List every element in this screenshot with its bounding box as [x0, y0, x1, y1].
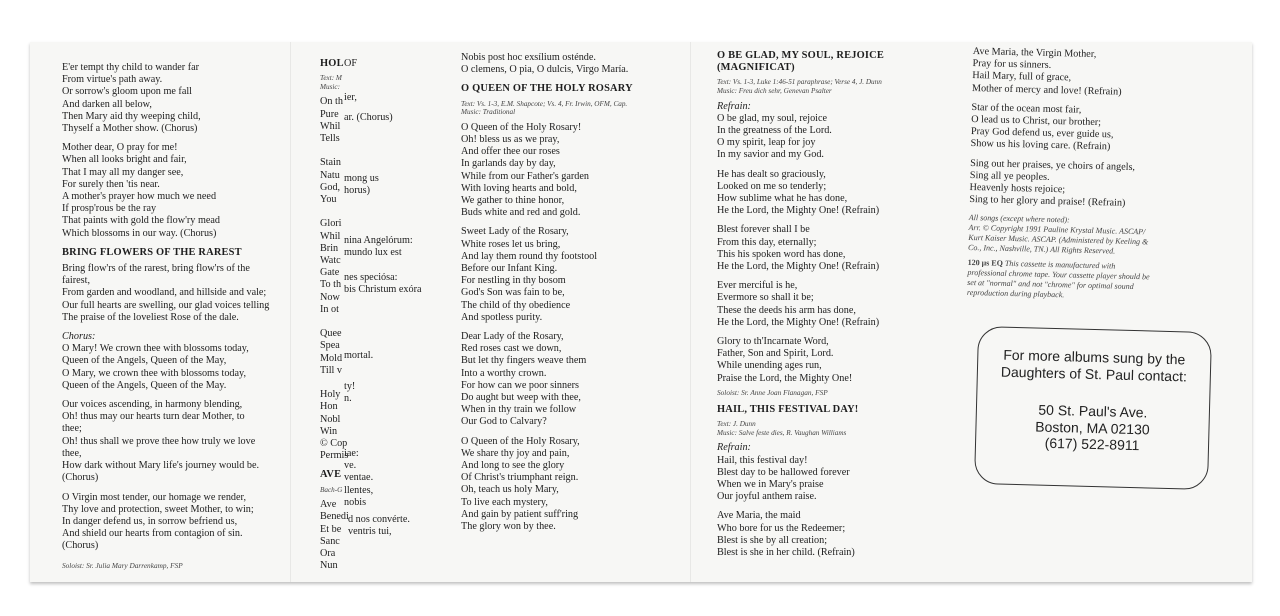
- column-5: [967, 46, 1211, 309]
- refrain: O be glad, my soul, rejoice In the greatness of the Lord. O my spirit, leap for joy In my savior and my God.: [717, 112, 832, 161]
- song-credits: Text: Vs. 1-3, E.M. Shapcote; Vs. 4, Fr. Irwin, OFM, Cap. Music: Traditional: [461, 99, 628, 117]
- stanza: Bring flow'rs of the rarest, bring flow'rs of the fairest, From garden and woodland, and hillside and vale; Our full hearts are swelling, our glad voices telling The praise of the loveliest Rose of the dale.: [62, 263, 270, 323]
- stanza: Sing out her praises, ye choirs of angels, Sing all ye peoples. Heavenly hosts rejoice; Sing to her glory and praise! (Refrain): [969, 157, 1136, 210]
- song-title: O QUEEN OF THE HOLY ROSARY: [461, 83, 633, 95]
- song-title: HAIL, THIS FESTIVAL DAY!: [717, 404, 859, 416]
- chorus: O Mary! We crown thee with blossoms today, Queen of the Angels, Queen of the May, O Mary, we crown thee with blossoms today, Queen of the Angels, Queen of the May.: [62, 343, 249, 391]
- fragment: iae: ve. ventae. llentes, nobis: [344, 448, 374, 508]
- fragment: OF: [344, 58, 358, 69]
- refrain-label: Refrain:: [717, 100, 751, 112]
- song-title: AVE: [320, 469, 342, 481]
- stanza: Ave Maria, the maid Who bore for us the Redeemer; Blest is she by all creation; Blest is she in her child. (Refrain): [717, 510, 855, 559]
- column-4: [717, 50, 957, 566]
- fragment: mong us horus): [344, 173, 379, 197]
- refrain-label: Refrain:: [717, 442, 751, 454]
- contact-phone: (617) 522-8911: [1044, 434, 1140, 454]
- eq-text: This cassette is manufactured with professional chrome tape. Your cassette player should be set at "normal" and not "chrome" for optimal sound reproduction during playback.: [966, 259, 1150, 300]
- stanza: O Queen of the Holy Rosary, We share thy joy and pain, And long to see the glory Of Christ's triumphant reign. Oh, teach us holy Mary, To live each mystery, And gain by patient suff'ring The glory won by thee.: [461, 435, 580, 533]
- fragment: ar. (Chorus): [344, 112, 393, 123]
- copyright-credits: All songs (except where noted): Arr. © Copyright 1991 Pauline Krystal Music. ASCAP/ Kurt Kaiser Music. ASCAP. (Administered by Keeling & Co., Inc., Nashville, TN.) All Rights Reserved.: [967, 213, 1149, 256]
- stanza: Our voices ascending, in harmony blending, Oh! thus may our hearts turn dear Mother, to thee; Oh! thus shall we prove thee how truly we love thee, How dark without Mary life's journey would be. (Chorus): [62, 399, 260, 484]
- contact-address-city: Boston, MA 02130: [1035, 417, 1150, 437]
- song-title: HOL: [320, 58, 344, 69]
- stanza: Ave Maria, the Virgin Mother, Pray for us sinners. Hail Mary, full of grace, Mother of mercy and love! (Refrain): [971, 46, 1122, 98]
- stanza: He has dealt so graciously, Looked on me so tenderly; How sublime what he has done, He the Lord, the Mighty One! (Refrain): [717, 168, 880, 217]
- stanza: Sweet Lady of the Rosary, White roses let us bring, And lay them round thy footstool Before our Infant King. For nestling in thy bosom God's Son was fain to be, The child of thy obedience And spotless purity.: [461, 226, 598, 323]
- column-1: [62, 62, 292, 577]
- soloist-credit: Soloist: Sr. Anne Joan Flanagan, FSP: [717, 387, 828, 397]
- fragment: ier,: [344, 92, 357, 103]
- stanza: Nobis post hoc exsílium osténde. O clemens, O pia, O dulcis, Virgo María.: [461, 52, 629, 76]
- stanza: Mother dear, O pray for me! When all looks bright and fair, That I may all my danger see, For surely then 'tis near. A mother's prayer how much we need If prosp'rous be the ray That paints with gold the flow'ry mead Which blossoms in our way. (Chorus): [62, 142, 221, 239]
- song-credits: Bach-G: [320, 485, 343, 494]
- fragment: mortal.: [344, 350, 374, 361]
- song-title: O BE GLAD, MY SOUL, REJOICE (MAGNIFICAT): [717, 50, 884, 74]
- stanza-fragment: On th Pure Whil Tells Stain Natu God, You Glori Whil Brin Watc Gate To th Now In ot Quee Spea Mold Till v Holy Hon Nobl Win © Cop Permis: [320, 96, 349, 462]
- song-credits: Text: M Music:: [320, 74, 342, 91]
- stanza: Blest forever shall I be From this day, eternally; This his spoken word has done, He the Lord, the Mighty One! (Refrain): [717, 224, 880, 273]
- column-3: [461, 52, 686, 540]
- song-credits: Text: J. Dunn Music: Salve feste dies, R. Vaughan Williams: [717, 420, 847, 437]
- refrain: Hail, this festival day! Blest day to be hallowed forever When we in Mary's praise Our joyful anthem raise.: [717, 454, 850, 503]
- stanza: O Virgin most tender, our homage we render, Thy love and protection, sweet Mother, to win; In danger defend us, in sorrow befriend us, And shield our hearts from contagion of sin. (Chorus): [62, 491, 254, 552]
- soloist-credit: Soloist: Sr. Julia Mary Darrenkamp, FSP: [62, 560, 183, 570]
- stanza: E'er tempt thy child to wander far From virtue's path away. Or sorrow's gloom upon me fall And darken all below, Then Mary aid thy weeping child, Thyself a Mother show. (Chorus): [62, 62, 201, 135]
- contact-box: [974, 326, 1212, 490]
- fragment: nina Angelórum: mundo lux est nes speciósa: bis Christum exóra: [344, 235, 422, 295]
- stanza: Glory to th'Incarnate Word, Father, Son and Spirit, Lord. While unending ages run, Praise the Lord, the Mighty One!: [717, 336, 853, 384]
- stanza: Star of the ocean most fair, O lead us to Christ, our brother; Pray God defend us, ever guide us, Show us his loving care. (Refrain): [970, 101, 1114, 153]
- chorus-label: Chorus:: [62, 331, 96, 343]
- stanza: O Queen of the Holy Rosary! Oh! bless us as we pray, And offer thee our roses In garlands day by day, While from our Father's garden With loving hearts and bold, We gather to thine honor, Buds white and red and gold.: [461, 121, 590, 219]
- fragment: d nos convérte. ventris tui,: [348, 514, 410, 538]
- stanza-fragment: Ave Benedi Et be Sanc Ora Nun: [320, 499, 349, 572]
- contact-address-street: 50 St. Paul's Ave.: [1038, 401, 1148, 421]
- song-title: BRING FLOWERS OF THE RAREST: [62, 246, 242, 258]
- stanza: Ever merciful is he, Evermore so shall it be; These the deeds his arm has done, He the Lord, the Mighty One! (Refrain): [717, 280, 880, 328]
- cassette-note: [967, 258, 1206, 304]
- fragment: ty! n.: [344, 381, 356, 405]
- fold-line: [690, 42, 691, 582]
- contact-heading: For more albums sung by the Daughters of St. Paul contact:: [1000, 346, 1188, 384]
- eq-label: 120 μs EQ: [967, 258, 1004, 269]
- stanza: Dear Lady of the Rosary, Red roses cast we down, But let thy fingers weave them Into a worthy crown. For how can we poor sinners Do aught but weep with thee, When in thy train we follow Our God to Calvary?: [461, 331, 587, 428]
- song-credits: Text: Vs. 1-3, Luke 1:46-51 paraphrase; Verse 4, J. Dunn Music: Freu dich sehr, Genevan Psalter: [717, 78, 882, 95]
